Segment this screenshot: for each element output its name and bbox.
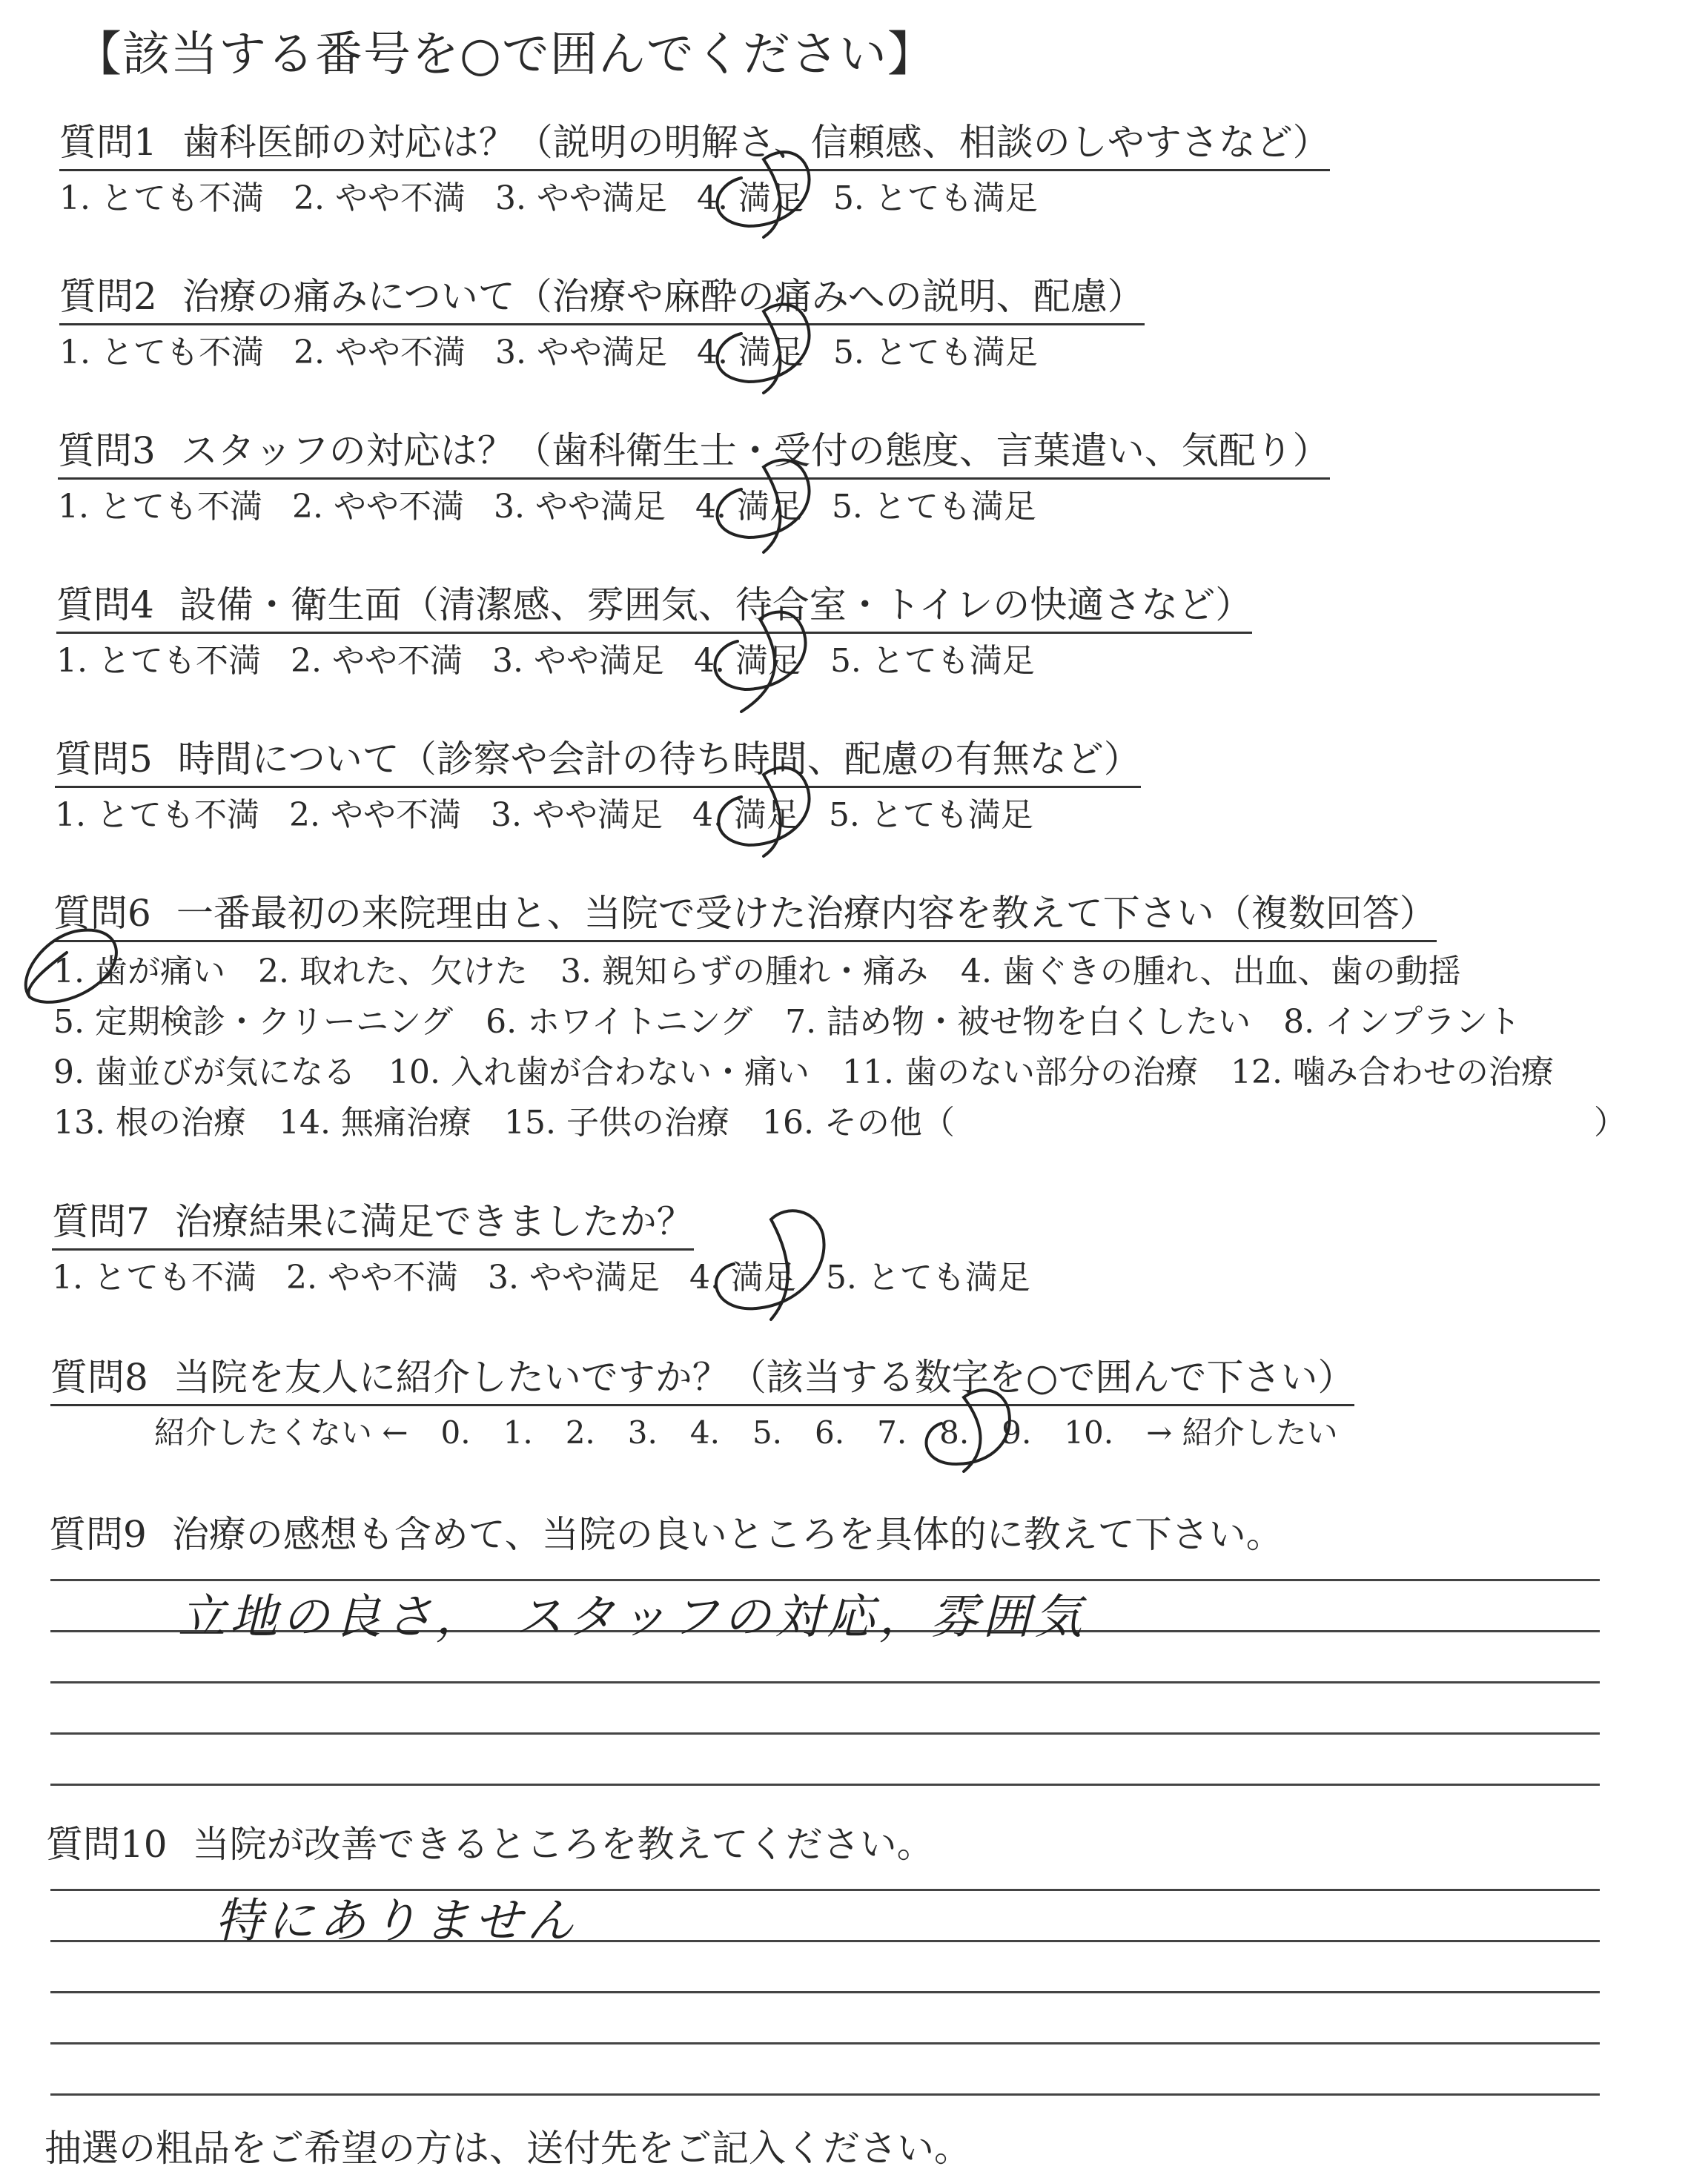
- option-label: とても不満: [100, 334, 264, 371]
- answer-line: [50, 2093, 1600, 2096]
- option-label: ホワイトニング: [527, 1003, 753, 1041]
- option-label: とても不満: [97, 642, 261, 680]
- question-2-option-4[interactable]: [697, 334, 804, 371]
- question-7-option-4[interactable]: [689, 1259, 796, 1297]
- option-label: 詰め物・被せ物を白くしたい: [827, 1003, 1251, 1041]
- question-1-option-3[interactable]: [495, 179, 667, 217]
- option-label: 無痛治療: [340, 1104, 471, 1142]
- question-6-option-12[interactable]: [1231, 1053, 1554, 1091]
- question-text: 歯科医師の対応は？（説明の明解さ、信頼感、相談のしやすさなど）: [182, 121, 1330, 164]
- question-2-option-3[interactable]: [495, 334, 667, 371]
- recommend-score-6[interactable]: 6.: [815, 1414, 845, 1451]
- option-label: やや満足: [536, 179, 667, 217]
- option-number: 4.: [696, 334, 728, 371]
- option-label: やや満足: [532, 796, 663, 834]
- question-text: 一番最初の来院理由と、当院で受けた治療内容を教えて下さい（複数回答）: [176, 892, 1437, 935]
- option-label: とても不満: [93, 1259, 256, 1297]
- option-number: 2.: [290, 642, 322, 680]
- option-label: 歯が痛い: [94, 953, 225, 990]
- option-number: 2.: [257, 953, 289, 990]
- question-6-option-4[interactable]: [961, 953, 1461, 990]
- option-label: やや不満: [330, 796, 461, 834]
- question-7-option-2[interactable]: [286, 1259, 458, 1297]
- question-number: 質問6: [53, 892, 151, 935]
- question-6-option-3[interactable]: [560, 953, 928, 990]
- question-1-option-1[interactable]: [59, 179, 264, 217]
- question-4: [56, 581, 1252, 684]
- option-number: 3.: [487, 1259, 519, 1297]
- question-1-option-4[interactable]: [697, 179, 804, 217]
- option-label: 取れた、欠けた: [299, 953, 528, 990]
- option-label: とても満足: [874, 334, 1038, 371]
- question-7-title: [52, 1198, 694, 1251]
- option-label: 満足: [733, 796, 799, 834]
- option-label: やや満足: [536, 334, 667, 371]
- question-5-options: [55, 792, 1141, 838]
- option-label: やや不満: [331, 642, 463, 680]
- recommend-score-3[interactable]: 3.: [627, 1414, 658, 1451]
- question-6-option-2[interactable]: [258, 953, 528, 990]
- option-label: 歯ぐきの腫れ、出血、歯の動揺: [1002, 953, 1461, 990]
- option-label: やや不満: [333, 488, 464, 526]
- option-label: その他（: [824, 1104, 955, 1142]
- option-number: 2.: [291, 488, 323, 526]
- option-label: とても満足: [873, 488, 1036, 526]
- option-number: 3.: [560, 953, 592, 990]
- option-number: 10.: [388, 1053, 440, 1091]
- question-4-option-5[interactable]: [830, 642, 1035, 680]
- option-number: 2.: [285, 1259, 317, 1297]
- question-2-title: [59, 273, 1145, 325]
- option-number: 3.: [494, 179, 526, 217]
- option-label: とても満足: [871, 642, 1035, 680]
- option-number: 4.: [960, 953, 992, 990]
- option-label: 歯のない部分の治療: [904, 1053, 1198, 1091]
- option-label: 歯並びが気になる: [94, 1053, 356, 1091]
- question-number: 質問8: [50, 1356, 148, 1399]
- answer-line: [50, 1681, 1600, 1683]
- recommend-scale: [50, 1411, 1371, 1455]
- question-7-option-1[interactable]: [52, 1259, 256, 1297]
- option-label: 満足: [738, 179, 804, 217]
- question-number: 質問10: [46, 1823, 168, 1866]
- question-1-option-2[interactable]: [294, 179, 466, 217]
- option-number: 2.: [288, 796, 320, 834]
- option-number: 1.: [58, 488, 89, 526]
- question-1-options: [59, 176, 1330, 222]
- question-3-options: [58, 484, 1330, 530]
- question-4-option-4[interactable]: [694, 642, 801, 680]
- scale-right-label: → 紹介したい: [1146, 1414, 1338, 1451]
- option-number: 5.: [53, 1003, 85, 1041]
- option-label: 入れ歯が合わない・痛い: [450, 1053, 810, 1091]
- question-5-title: [55, 735, 1141, 788]
- answer-line: [50, 1732, 1600, 1735]
- question-6-option-16[interactable]: [762, 1104, 955, 1142]
- option-number: 16.: [761, 1104, 814, 1142]
- question-6-title: [53, 890, 1437, 942]
- scale-left-label: 紹介したくない ←: [154, 1414, 408, 1451]
- question-4-option-1[interactable]: [56, 642, 261, 680]
- question-4-options: [56, 638, 1252, 684]
- option-label: 満足: [738, 334, 804, 371]
- question-number: 質問4: [56, 583, 154, 626]
- question-text: 設備・衛生面（清潔感、雰囲気、待合室・トイレの快適さなど）: [179, 583, 1253, 626]
- option-number: 5.: [830, 642, 861, 680]
- question-5: [55, 735, 1141, 838]
- question-7-option-5[interactable]: [826, 1259, 1030, 1297]
- option-label: 噛み合わせの治療: [1292, 1053, 1554, 1091]
- question-3-option-1[interactable]: [58, 488, 262, 526]
- option-number: 1.: [52, 1259, 83, 1297]
- question-2: [59, 273, 1145, 376]
- other-close-paren: ）: [1594, 1104, 1626, 1142]
- question-9: [49, 1511, 1283, 1558]
- question-5-option-2[interactable]: [289, 796, 461, 834]
- recommend-score-0[interactable]: 0.: [440, 1414, 471, 1451]
- question-3-title: [58, 427, 1330, 480]
- question-1-option-5[interactable]: [833, 179, 1038, 217]
- question-3-option-3[interactable]: [494, 488, 666, 526]
- option-number: 1.: [56, 642, 87, 680]
- option-number: 4.: [689, 1259, 721, 1297]
- option-number: 2.: [293, 179, 325, 217]
- option-number: 15.: [503, 1104, 556, 1142]
- question-6-option-7[interactable]: [785, 1003, 1251, 1041]
- option-number: 4.: [693, 642, 725, 680]
- question-6-option-8[interactable]: [1283, 1003, 1520, 1041]
- option-number: 5.: [825, 1259, 857, 1297]
- question-2-option-5[interactable]: [833, 334, 1038, 371]
- question-5-option-5[interactable]: [829, 796, 1033, 834]
- question-2-option-2[interactable]: [294, 334, 466, 371]
- option-label: インプラント: [1325, 1003, 1521, 1041]
- option-number: 3.: [494, 334, 526, 371]
- question-1: [59, 119, 1330, 222]
- question-9-answer: 立地の良さ， スタッフの対応，雰囲気: [178, 1590, 1087, 1645]
- question-7: [52, 1198, 1060, 1301]
- option-number: 2.: [293, 334, 325, 371]
- recommend-score-1[interactable]: 1.: [503, 1414, 533, 1451]
- question-6-option-row: [53, 1047, 1699, 1098]
- option-number: 5.: [828, 796, 860, 834]
- question-number: 質問5: [55, 738, 153, 781]
- question-3-option-4[interactable]: [695, 488, 802, 526]
- question-3-option-5[interactable]: [832, 488, 1036, 526]
- option-number: 9.: [53, 1053, 85, 1091]
- question-4-title: [56, 581, 1252, 634]
- option-label: とても不満: [96, 796, 259, 834]
- option-label: 定期検診・クリーニング: [94, 1003, 454, 1041]
- question-number: 質問2: [59, 275, 157, 318]
- question-5-option-3[interactable]: [491, 796, 663, 834]
- option-number: 7.: [785, 1003, 817, 1041]
- question-3: [58, 427, 1330, 530]
- page-title: 【該当する番号を○で囲んでください】: [74, 27, 936, 82]
- question-6: [53, 890, 1699, 1148]
- question-6-option-6[interactable]: [486, 1003, 752, 1041]
- question-text: 時間について（診察や会計の待ち時間、配慮の有無など）: [177, 738, 1141, 781]
- recommend-score-10[interactable]: 10.: [1064, 1414, 1114, 1451]
- recommend-score-7[interactable]: 7.: [877, 1414, 907, 1451]
- answer-line: [50, 1784, 1600, 1786]
- question-6-option-11[interactable]: [842, 1053, 1198, 1091]
- question-10: [46, 1821, 934, 1868]
- option-label: とても不満: [99, 488, 262, 526]
- question-6-option-5[interactable]: [53, 1003, 453, 1041]
- question-text: スタッフの対応は？（歯科衛生士・受付の態度、言葉遣い、気配り）: [180, 429, 1330, 472]
- question-4-option-3[interactable]: [492, 642, 664, 680]
- question-number: 質問3: [58, 429, 156, 472]
- option-label: とても満足: [874, 179, 1038, 217]
- option-number: 5.: [833, 179, 864, 217]
- question-text: 治療の痛みについて（治療や麻酔の痛みへの説明、配慮）: [182, 275, 1145, 318]
- option-label: やや満足: [533, 642, 664, 680]
- option-label: やや不満: [334, 334, 466, 371]
- question-text: 治療結果に満足できましたか？: [174, 1200, 694, 1243]
- option-label: 親知らずの腫れ・痛み: [601, 953, 928, 990]
- option-label: 子供の治療: [566, 1104, 729, 1142]
- option-label: やや満足: [534, 488, 666, 526]
- option-label: やや不満: [327, 1259, 458, 1297]
- question-6-option-14[interactable]: [279, 1104, 471, 1142]
- option-number: 11.: [841, 1053, 894, 1091]
- option-number: 3.: [490, 796, 522, 834]
- option-label: とても満足: [870, 796, 1033, 834]
- question-10-title: [46, 1821, 934, 1868]
- recommend-score-8[interactable]: 8.: [939, 1414, 970, 1451]
- question-1-title: [59, 119, 1330, 171]
- question-text: 当院を友人に紹介したいですか？（該当する数字を○で囲んで下さい）: [173, 1356, 1355, 1399]
- question-number: 質問9: [49, 1513, 147, 1556]
- answer-line: [50, 1991, 1600, 1993]
- recommend-score-9[interactable]: 9.: [1002, 1414, 1032, 1451]
- option-label: 満足: [736, 488, 802, 526]
- option-label: とても不満: [100, 179, 264, 217]
- question-2-option-1[interactable]: [59, 334, 264, 371]
- question-6-option-15[interactable]: [504, 1104, 729, 1142]
- question-7-option-3[interactable]: [488, 1259, 660, 1297]
- question-7-options: [52, 1255, 1060, 1301]
- recommend-score-2[interactable]: 2.: [565, 1414, 595, 1451]
- option-number: 5.: [831, 488, 863, 526]
- question-6-option-1[interactable]: [53, 953, 225, 990]
- option-number: 4.: [696, 179, 728, 217]
- option-number: 6.: [486, 1003, 517, 1041]
- question-4-option-2[interactable]: [291, 642, 463, 680]
- option-label: やや不満: [334, 179, 466, 217]
- option-label: 満足: [735, 642, 801, 680]
- question-9-title: [49, 1511, 1283, 1558]
- question-8-title: [50, 1354, 1354, 1406]
- option-number: 5.: [833, 334, 864, 371]
- option-number: 1.: [59, 334, 90, 371]
- question-6-option-10[interactable]: [388, 1053, 810, 1091]
- question-number: 質問7: [52, 1200, 150, 1243]
- question-5-option-1[interactable]: [55, 796, 259, 834]
- question-2-options: [59, 330, 1145, 376]
- answer-line: [50, 2042, 1600, 2044]
- recommend-score-4[interactable]: 4.: [689, 1414, 720, 1451]
- option-number: 1.: [55, 796, 86, 834]
- question-6-option-9[interactable]: [53, 1053, 356, 1091]
- question-8: [50, 1354, 1371, 1455]
- question-3-option-2[interactable]: [292, 488, 464, 526]
- option-number: 14.: [278, 1104, 331, 1142]
- question-6-option-row: [53, 997, 1699, 1047]
- option-number: 13.: [53, 1104, 105, 1142]
- question-6-options: [53, 947, 1699, 1148]
- question-5-option-4[interactable]: [692, 796, 799, 834]
- option-number: 4.: [692, 796, 724, 834]
- option-label: 根の治療: [115, 1104, 246, 1142]
- question-number: 質問1: [59, 121, 157, 164]
- question-6-option-row: [53, 947, 1699, 997]
- question-6-option-13[interactable]: [53, 1104, 246, 1142]
- footer-text: 抽選の粗品をご希望の方は、送付先をご記入ください。: [44, 2127, 971, 2170]
- option-label: とても満足: [867, 1259, 1030, 1297]
- recommend-score-5[interactable]: 5.: [752, 1414, 783, 1451]
- option-number: 3.: [491, 642, 523, 680]
- option-number: 12.: [1230, 1053, 1282, 1091]
- option-number: 4.: [695, 488, 726, 526]
- option-number: 1.: [59, 179, 90, 217]
- option-number: 1.: [53, 953, 85, 990]
- question-text: 当院が改善できるところを教えてください。: [192, 1823, 934, 1866]
- option-label: 満足: [730, 1259, 796, 1297]
- question-text: 治療の感想も含めて、当院の良いところを具体的に教えて下さい。: [171, 1513, 1283, 1556]
- option-number: 8.: [1283, 1003, 1315, 1041]
- option-label: やや満足: [529, 1259, 660, 1297]
- question-10-answer: 特にありません: [215, 1894, 578, 1949]
- question-6-option-row: [53, 1098, 1699, 1148]
- option-number: 3.: [493, 488, 525, 526]
